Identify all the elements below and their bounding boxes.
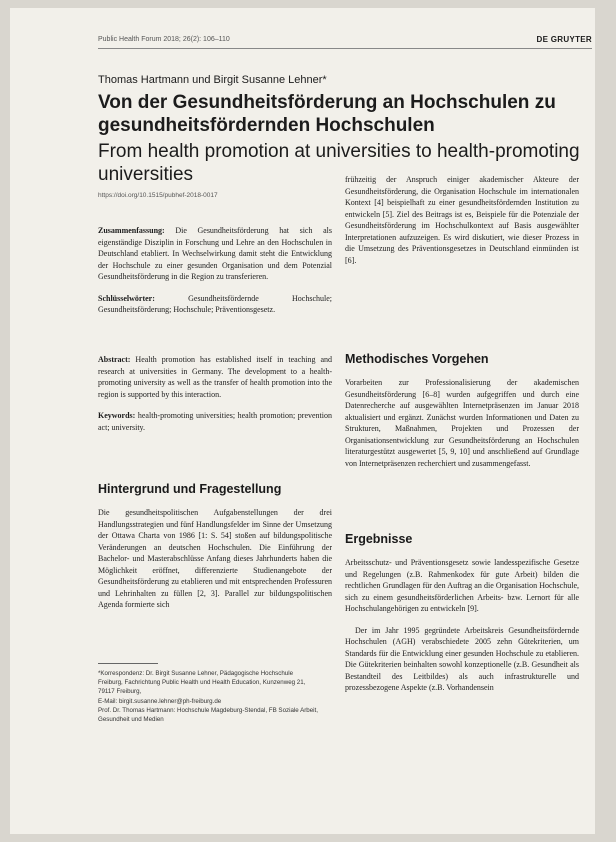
- section-methods-text: Vorarbeiten zur Professionalisierung der akademischen Gesundheitsförderung [6–8] wurden aufgegriffen und durch eine Datenrecherche auf ausgewählten Internetpräsenzen im Januar 2018 aktualisiert und ergänzt. Zunächst wurden Informationen und Daten zu Strukturen, Maßnahmen, Projekten und Prozessen der Organisationsentwicklung zur Gesundheitsförderung an Hochschulen literaturgestützt ausgewertet [5, 9, 10] und anschließend auf Grundlage von Internetpräsenzen recherchiert und zusammengefasst.: [345, 378, 579, 468]
- keywords-german: [98, 293, 332, 316]
- title-german: Von der Gesundheitsförderung an Hochschulen zu gesundheitsfördernden Hochschulen: [98, 92, 556, 136]
- journal-page: [10, 8, 595, 834]
- abstract-german-label: Zusammenfassung:: [98, 226, 165, 235]
- section-heading-methods: Methodisches Vorgehen: [345, 352, 489, 366]
- keywords-english: [98, 410, 332, 433]
- section-background-body: [98, 507, 332, 621]
- keywords-english-label: Keywords:: [98, 411, 136, 420]
- abstract-german: [98, 225, 332, 283]
- abstract-english: [98, 354, 332, 400]
- keywords-german-text: Gesundheitsfördernde Hochschule; Gesundheitsförderung; Hochschule; Präventionsgesetz.: [98, 293, 332, 314]
- section-heading-results: Ergebnisse: [345, 532, 413, 546]
- header-rule: [98, 48, 592, 49]
- abstract-english-text: Health promotion has established itself in teaching and research at universities in Germany. The development to a health-promoting university as well as the transfer of health promotion into the region is supported by this interaction.: [98, 355, 333, 399]
- author-line: Thomas Hartmann und Birgit Susanne Lehner*: [98, 74, 327, 86]
- section-results-body: [345, 557, 579, 704]
- section-background-text: Die gesundheitspolitischen Aufgabenstellungen der drei Handlungsstrategien und fünf Handlungsfelder im Sinne der Umsetzung der Ottawa Charta von 1986 [1: S. 54] stoßen auf bildungspolitische Veränderungen an deutschen Hochschulen. Die Einführung der Bachelor- und Masterabschlüsse Anfang dieses Jahrhunderts haben die Möglichkeit eröffnet, differenzierte Studienangebote der Gesundheitsförderung zu etablieren und mit entsprechenden Professuren und Lehrinhalten zu füllen [2, 3]. Parallel zur bildungspolitischen Agenda formierte sich: [98, 508, 332, 609]
- section-heading-background: Hintergrund und Fragestellung: [98, 482, 282, 496]
- correspondence-footnote: [98, 669, 318, 724]
- results-paragraph-2: Der im Jahr 1995 gegründete Arbeitskreis Gesundheitsfördernde Hochschulen (AGH) verabschiedete 2005 zehn Gütekriterien, um Standards für die Entwicklung einer gesunden Hochschule zu etablieren. Die Gütekriterien beinhalten sowohl konzeptionelle (z.B. Gesundheit als Bestandteil des Leitbildes) als auch infrastrukturelle und prozessbezogene Aspekte (z.B. Vorhandensein: [345, 625, 579, 692]
- section-methods-body: [345, 377, 579, 479]
- keywords-english-text: health-promoting universities; health promotion; prevention act; university.: [98, 411, 332, 432]
- footnote-line-1: *Korrespondenz: Dr. Birgit Susanne Lehner, Pädagogische Hochschule Freiburg, Fachrichtung Public Health und Health Education, Kunzenweg 21, 79117 Freiburg,: [98, 670, 306, 696]
- keywords-german-label: Schlüsselwörter:: [98, 293, 155, 303]
- abstract-english-label: Abstract:: [98, 355, 131, 364]
- intro-continuation: frühzeitig der Anspruch einiger akademischer Akteure der Gesundheitsförderung, die Organisation Hochschule im internationalen Kontext [4] beispielhaft zu einer gesundheitsfördernden Institution zu entwickeln [5]. Ziel des Beitrags ist es, Beispiele für die Potenziale der Gesundheitsförderung im Hochschulkontext auf Basis ausgewählter Interpretationen aufzuzeigen. Es wird diskutiert, wie dieser Prozess in die Umsetzung des Präventionsgesetzes in Deutschland einmünden ist [6].: [345, 175, 579, 265]
- journal-reference: Public Health Forum 2018; 26(2): 106–110: [98, 36, 230, 43]
- title-english: From health promotion at universities to health-promoting universities: [98, 141, 580, 185]
- publisher-name: DE GRUYTER: [536, 35, 592, 44]
- footnote-email[interactable]: E-Mail: birgit.susanne.lehner@ph-freiburg.de: [98, 697, 222, 705]
- left-column-english: [98, 354, 332, 443]
- doi-link[interactable]: https://doi.org/10.1515/pubhef-2018-0017: [98, 192, 218, 199]
- abstract-german-text: Die Gesundheitsförderung hat sich als eigenständige Disziplin in Forschung und Lehre an den Hochschulen in Deutschland etabliert. In Wechselwirkung damit steht die Entwicklung der Hochschule zu einer gesunden Organisation und dem Potenzial Gesundheitsförderung in die Region zu transferieren.: [98, 226, 332, 281]
- right-column-intro: [345, 174, 579, 276]
- footnote-line-3: Prof. Dr. Thomas Hartmann: Hochschule Magdeburg-Stendal, FB Soziale Arbeit, Gesundheit und Medien: [98, 706, 318, 724]
- left-column: [98, 225, 332, 326]
- footnote-rule: [98, 663, 158, 664]
- results-paragraph-1: Arbeitsschutz- und Präventionsgesetz sowie landesspezifische Gesetze und Regelungen (z.B. Rahmenkodex für gute Arbeit) bilden die rechtlichen Grundlagen für den Auftrag an die Organisation Hochschule, sich zu einem gesundheitsförderlichen Arbeits- bzw. Lernort für alle Hochschulangehörigen zu entwickeln [9].: [345, 558, 579, 613]
